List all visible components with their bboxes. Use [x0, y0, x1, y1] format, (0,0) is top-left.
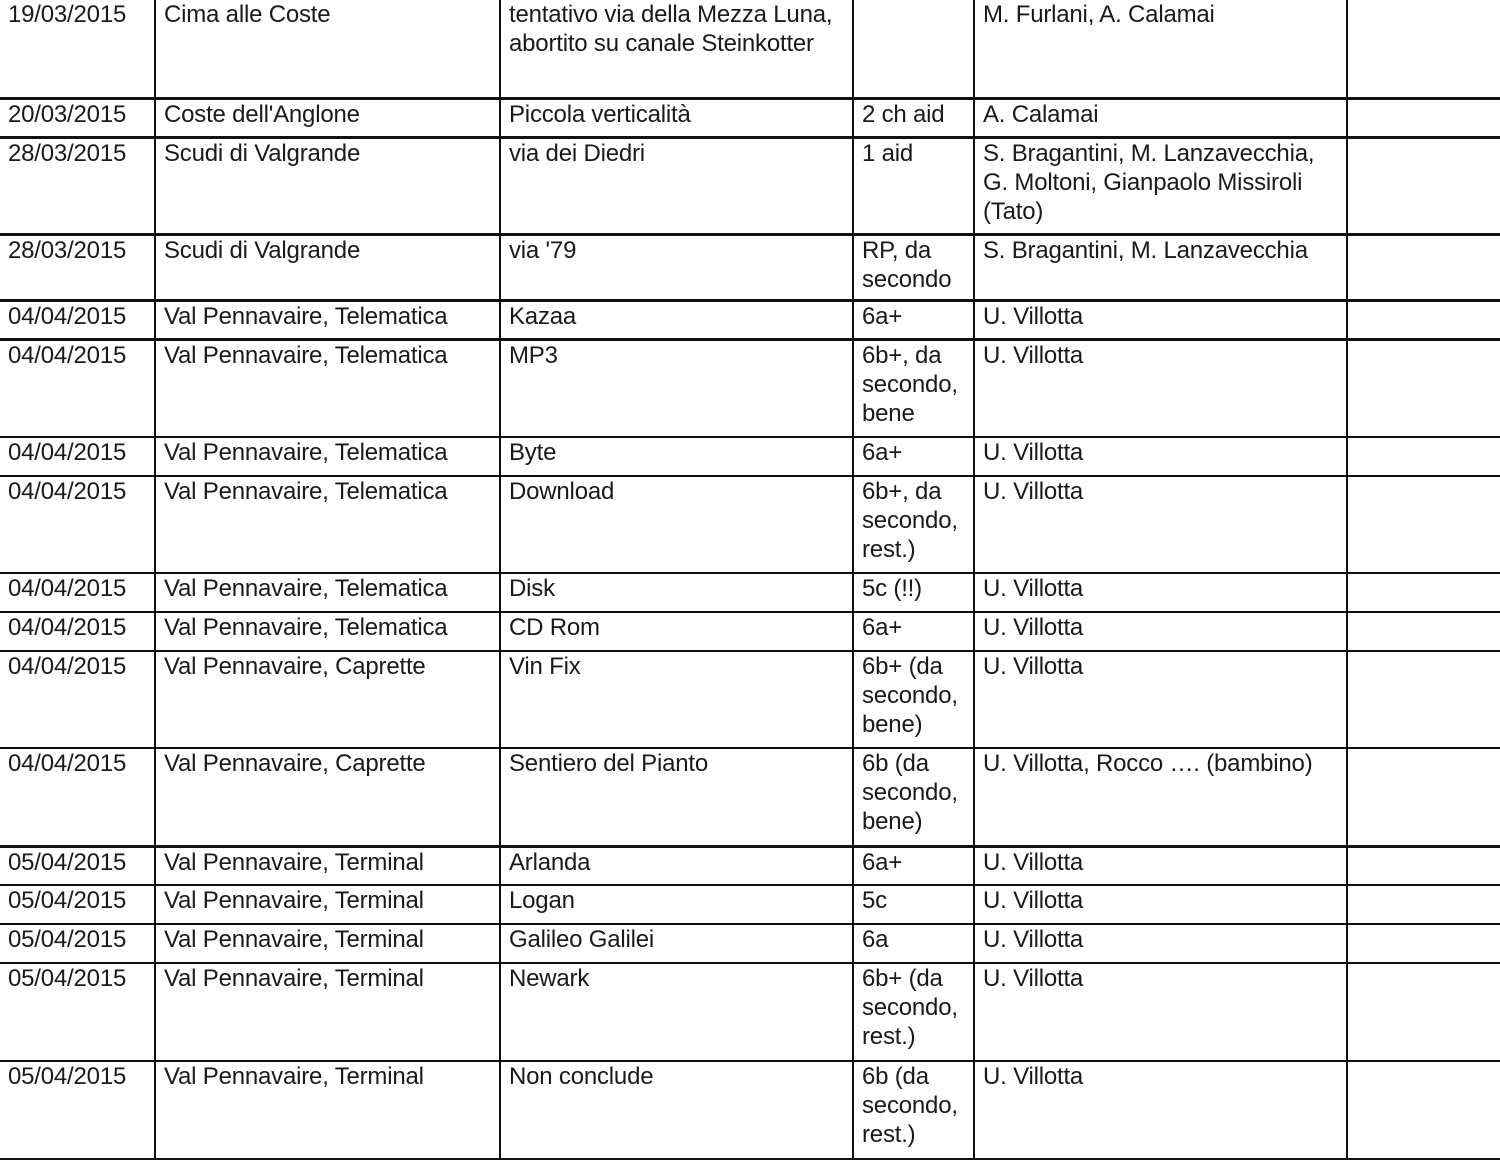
partners-cell: S. Bragantini, M. Lanzavecchia, G. Moltoni, Gianpaolo Missiroli (Tato)	[974, 137, 1347, 234]
grade-cell: 6b+ (da secondo, rest.)	[853, 963, 974, 1061]
date-cell: 20/03/2015	[0, 98, 155, 137]
route-cell: tentativo via della Mezza Luna, abortito su canale Steinkotter	[500, 0, 853, 98]
notes-cell	[1347, 612, 1500, 651]
grade-cell: 6a+	[853, 437, 974, 476]
partners-cell: M. Furlani, A. Calamai	[974, 0, 1347, 98]
notes-cell	[1347, 846, 1500, 885]
date-cell: 05/04/2015	[0, 846, 155, 885]
route-cell: via dei Diedri	[500, 137, 853, 234]
date-cell: 04/04/2015	[0, 573, 155, 612]
date-cell: 05/04/2015	[0, 963, 155, 1061]
table-row	[0, 885, 1500, 924]
location-cell: Scudi di Valgrande	[155, 234, 500, 300]
table-row	[0, 98, 1500, 137]
grade-cell: 6b (da secondo, rest.)	[853, 1061, 974, 1159]
location-cell: Val Pennavaire, Telematica	[155, 476, 500, 573]
date-cell: 28/03/2015	[0, 234, 155, 300]
route-cell: Galileo Galilei	[500, 924, 853, 963]
route-cell: Arlanda	[500, 846, 853, 885]
location-cell: Val Pennavaire, Terminal	[155, 846, 500, 885]
grade-cell: 6b+, da secondo, bene	[853, 339, 974, 437]
notes-cell	[1347, 885, 1500, 924]
date-cell: 05/04/2015	[0, 885, 155, 924]
table-row	[0, 573, 1500, 612]
notes-cell	[1347, 651, 1500, 748]
route-cell: Disk	[500, 573, 853, 612]
grade-cell: 6b (da secondo, bene)	[853, 748, 974, 846]
notes-cell	[1347, 476, 1500, 573]
date-cell: 04/04/2015	[0, 300, 155, 339]
location-cell: Val Pennavaire, Telematica	[155, 437, 500, 476]
location-cell: Val Pennavaire, Caprette	[155, 651, 500, 748]
location-cell: Val Pennavaire, Terminal	[155, 1061, 500, 1159]
grade-cell: 6b+, da secondo, rest.)	[853, 476, 974, 573]
location-cell: Val Pennavaire, Caprette	[155, 748, 500, 846]
location-cell: Scudi di Valgrande	[155, 137, 500, 234]
partners-cell: U. Villotta	[974, 437, 1347, 476]
table-row	[0, 137, 1500, 234]
date-cell: 04/04/2015	[0, 476, 155, 573]
grade-cell: 6a+	[853, 846, 974, 885]
partners-cell: U. Villotta	[974, 924, 1347, 963]
location-cell: Val Pennavaire, Telematica	[155, 612, 500, 651]
notes-cell	[1347, 98, 1500, 137]
location-cell: Cima alle Coste	[155, 0, 500, 98]
notes-cell	[1347, 137, 1500, 234]
grade-cell	[853, 0, 974, 98]
table-row	[0, 748, 1500, 846]
partners-cell: A. Calamai	[974, 98, 1347, 137]
partners-cell: U. Villotta	[974, 300, 1347, 339]
date-cell: 04/04/2015	[0, 612, 155, 651]
route-cell: Piccola verticalità	[500, 98, 853, 137]
notes-cell	[1347, 963, 1500, 1061]
partners-cell: U. Villotta	[974, 651, 1347, 748]
grade-cell: 5c	[853, 885, 974, 924]
table-row	[0, 339, 1500, 437]
table-row	[0, 0, 1500, 98]
location-cell: Val Pennavaire, Terminal	[155, 963, 500, 1061]
date-cell: 05/04/2015	[0, 924, 155, 963]
date-cell: 04/04/2015	[0, 651, 155, 748]
route-cell: Vin Fix	[500, 651, 853, 748]
location-cell: Val Pennavaire, Terminal	[155, 924, 500, 963]
notes-cell	[1347, 0, 1500, 98]
partners-cell: U. Villotta, Rocco …. (bambino)	[974, 748, 1347, 846]
date-cell: 19/03/2015	[0, 0, 155, 98]
table-row	[0, 651, 1500, 748]
location-cell: Val Pennavaire, Terminal	[155, 885, 500, 924]
route-cell: Sentiero del Pianto	[500, 748, 853, 846]
location-cell: Val Pennavaire, Telematica	[155, 339, 500, 437]
grade-cell: 6a+	[853, 300, 974, 339]
route-cell: Non conclude	[500, 1061, 853, 1159]
date-cell: 28/03/2015	[0, 137, 155, 234]
partners-cell: U. Villotta	[974, 1061, 1347, 1159]
route-cell: MP3	[500, 339, 853, 437]
route-cell: Byte	[500, 437, 853, 476]
partners-cell: U. Villotta	[974, 573, 1347, 612]
table-row	[0, 1061, 1500, 1159]
partners-cell: U. Villotta	[974, 476, 1347, 573]
table-row	[0, 924, 1500, 963]
notes-cell	[1347, 748, 1500, 846]
location-cell: Coste dell'Anglone	[155, 98, 500, 137]
table-row	[0, 437, 1500, 476]
notes-cell	[1347, 573, 1500, 612]
partners-cell: U. Villotta	[974, 846, 1347, 885]
route-cell: Logan	[500, 885, 853, 924]
route-cell: Kazaa	[500, 300, 853, 339]
date-cell: 04/04/2015	[0, 339, 155, 437]
table-row	[0, 476, 1500, 573]
grade-cell: 6a	[853, 924, 974, 963]
notes-cell	[1347, 339, 1500, 437]
table-row	[0, 234, 1500, 300]
notes-cell	[1347, 437, 1500, 476]
location-cell: Val Pennavaire, Telematica	[155, 573, 500, 612]
table-row	[0, 846, 1500, 885]
grade-cell: 1 aid	[853, 137, 974, 234]
partners-cell: U. Villotta	[974, 963, 1347, 1061]
partners-cell: S. Bragantini, M. Lanzavecchia	[974, 234, 1347, 300]
route-cell: Download	[500, 476, 853, 573]
grade-cell: RP, da secondo	[853, 234, 974, 300]
partners-cell: U. Villotta	[974, 885, 1347, 924]
location-cell: Val Pennavaire, Telematica	[155, 300, 500, 339]
route-cell: via '79	[500, 234, 853, 300]
date-cell: 05/04/2015	[0, 1061, 155, 1159]
route-cell: CD Rom	[500, 612, 853, 651]
grade-cell: 6a+	[853, 612, 974, 651]
notes-cell	[1347, 924, 1500, 963]
table-row	[0, 963, 1500, 1061]
partners-cell: U. Villotta	[974, 339, 1347, 437]
table-row	[0, 300, 1500, 339]
notes-cell	[1347, 300, 1500, 339]
grade-cell: 6b+ (da secondo, bene)	[853, 651, 974, 748]
route-cell: Newark	[500, 963, 853, 1061]
grade-cell: 5c (!!)	[853, 573, 974, 612]
table-row	[0, 612, 1500, 651]
grade-cell: 2 ch aid	[853, 98, 974, 137]
date-cell: 04/04/2015	[0, 748, 155, 846]
date-cell: 04/04/2015	[0, 437, 155, 476]
notes-cell	[1347, 234, 1500, 300]
partners-cell: U. Villotta	[974, 612, 1347, 651]
notes-cell	[1347, 1061, 1500, 1159]
